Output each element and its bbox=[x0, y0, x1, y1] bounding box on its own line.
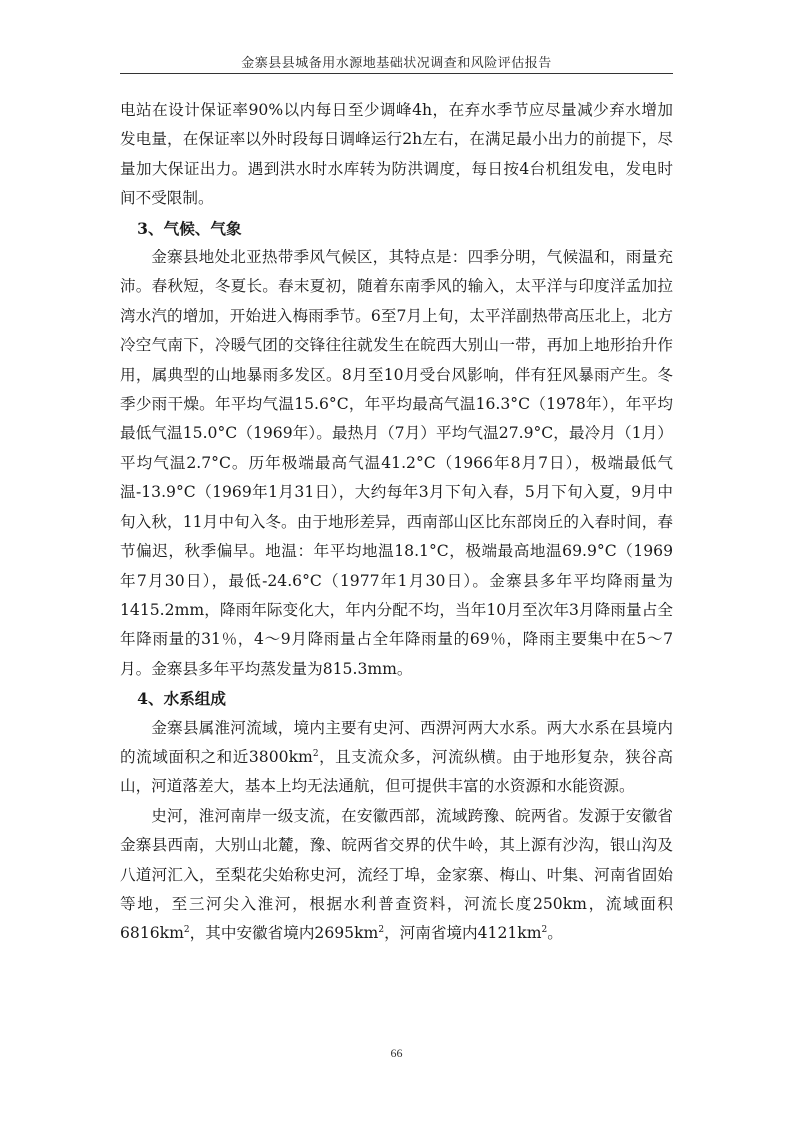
page-body bbox=[120, 96, 673, 949]
paragraph-shi-river bbox=[120, 802, 673, 949]
paragraph-water-system bbox=[120, 714, 673, 802]
text-run: ，河南省境内4121km bbox=[384, 924, 542, 943]
header-rule bbox=[120, 73, 673, 74]
paragraph-hydropower-operation: 电站在设计保证率90%以内每日至少调峰4h，在弃水季节应尽量减少弃水增加发电量，在保证率以外时段每日调峰运行2h左右，在满足最小出力的前提下，尽量加大保证出力。遇到洪水时水库转为防洪调度，每日按4台机组发电，发电时间不受限制。 bbox=[120, 101, 673, 208]
text-run: 金寨县属淮河流域，境内主要有史河、西淠河两大水系。两大水系在县境内的流域面积之和近3800km bbox=[120, 718, 673, 766]
superscript: 2 bbox=[541, 925, 548, 936]
superscript: 2 bbox=[312, 748, 319, 759]
superscript: 2 bbox=[183, 925, 190, 936]
superscript: 2 bbox=[378, 925, 385, 936]
text-run: 。 bbox=[547, 924, 563, 943]
text-run: ，且支流众多，河流纵横。由于地形复杂，狭谷高山，河道落差大，基本上均无法通航，但可提供丰富的水资源和水能资源。 bbox=[120, 747, 673, 796]
section-heading-water-system: 4、水系组成 bbox=[137, 689, 226, 709]
paragraph-climate: 金寨县地处北亚热带季风气候区，其特点是：四季分明，气候温和，雨量充沛。春秋短，冬夏长。春末夏初，随着东南季风的输入，太平洋与印度洋孟加拉湾水汽的增加，开始进入梅雨季节。6至7月上旬，太平洋副热带高压北上，北方冷空气南下，冷暖气团的交锋往往就发生在皖西大别山一带，再加上地形抬升作用，属典型的山地暴雨多发区。8月至10月受台风影响，伴有狂风暴雨产生。冬季少雨干燥。年平均气温15.6°C，年平均最高气温16.3°C（1978年），年平均最低气温15.0°C（1969年）。最热月（7月）平均气温27.9°C，最冷月（1月）平均气温2.7°C。历年极端最高气温41.2°C（1966年8月7日），极端最低气温-13.9°C（1969年1月31日），大约每年3月下旬入春，5月下旬入夏，9月中旬入秋，11月中旬入冬。由于地形差异，西南部山区比东部岗丘的入春时间，春节偏迟，秋季偏早。地温：年平均地温18.1°C，极端最高地温69.9°C（1969年7月30日），最低-24.6°C（1977年1月30日）。金寨县多年平均降雨量为1415.2mm，降雨年际变化大，年内分配不均，当年10月至次年3月降雨量占全年降雨量的31％，4～9月降雨量占全年降雨量的69％，降雨主要集中在5～7月。金寨县多年平均蒸发量为815.3mm。 bbox=[120, 248, 673, 678]
section-heading-climate: 3、气候、气象 bbox=[137, 218, 242, 238]
text-run: ，其中安徽省境内2695km bbox=[189, 924, 379, 943]
text-run: 史河，淮河南岸一级支流，在安徽西部，流域跨豫、皖两省。发源于安徽省金寨县西南，大别山北麓，豫、皖两省交界的伏牛岭，其上源有沙沟，银山沟及八道河汇入，至梨花尖始称史河，流经丁埠，金家寨、梅山、叶集、河南省固始等地，至三河尖入淮河，根据水利普查资料，河流长度250km，流域面积6816km bbox=[120, 806, 673, 943]
running-header: 金寨县县城备用水源地基础状况调查和风险评估报告 bbox=[241, 56, 552, 71]
page-number: 66 bbox=[390, 1046, 403, 1060]
